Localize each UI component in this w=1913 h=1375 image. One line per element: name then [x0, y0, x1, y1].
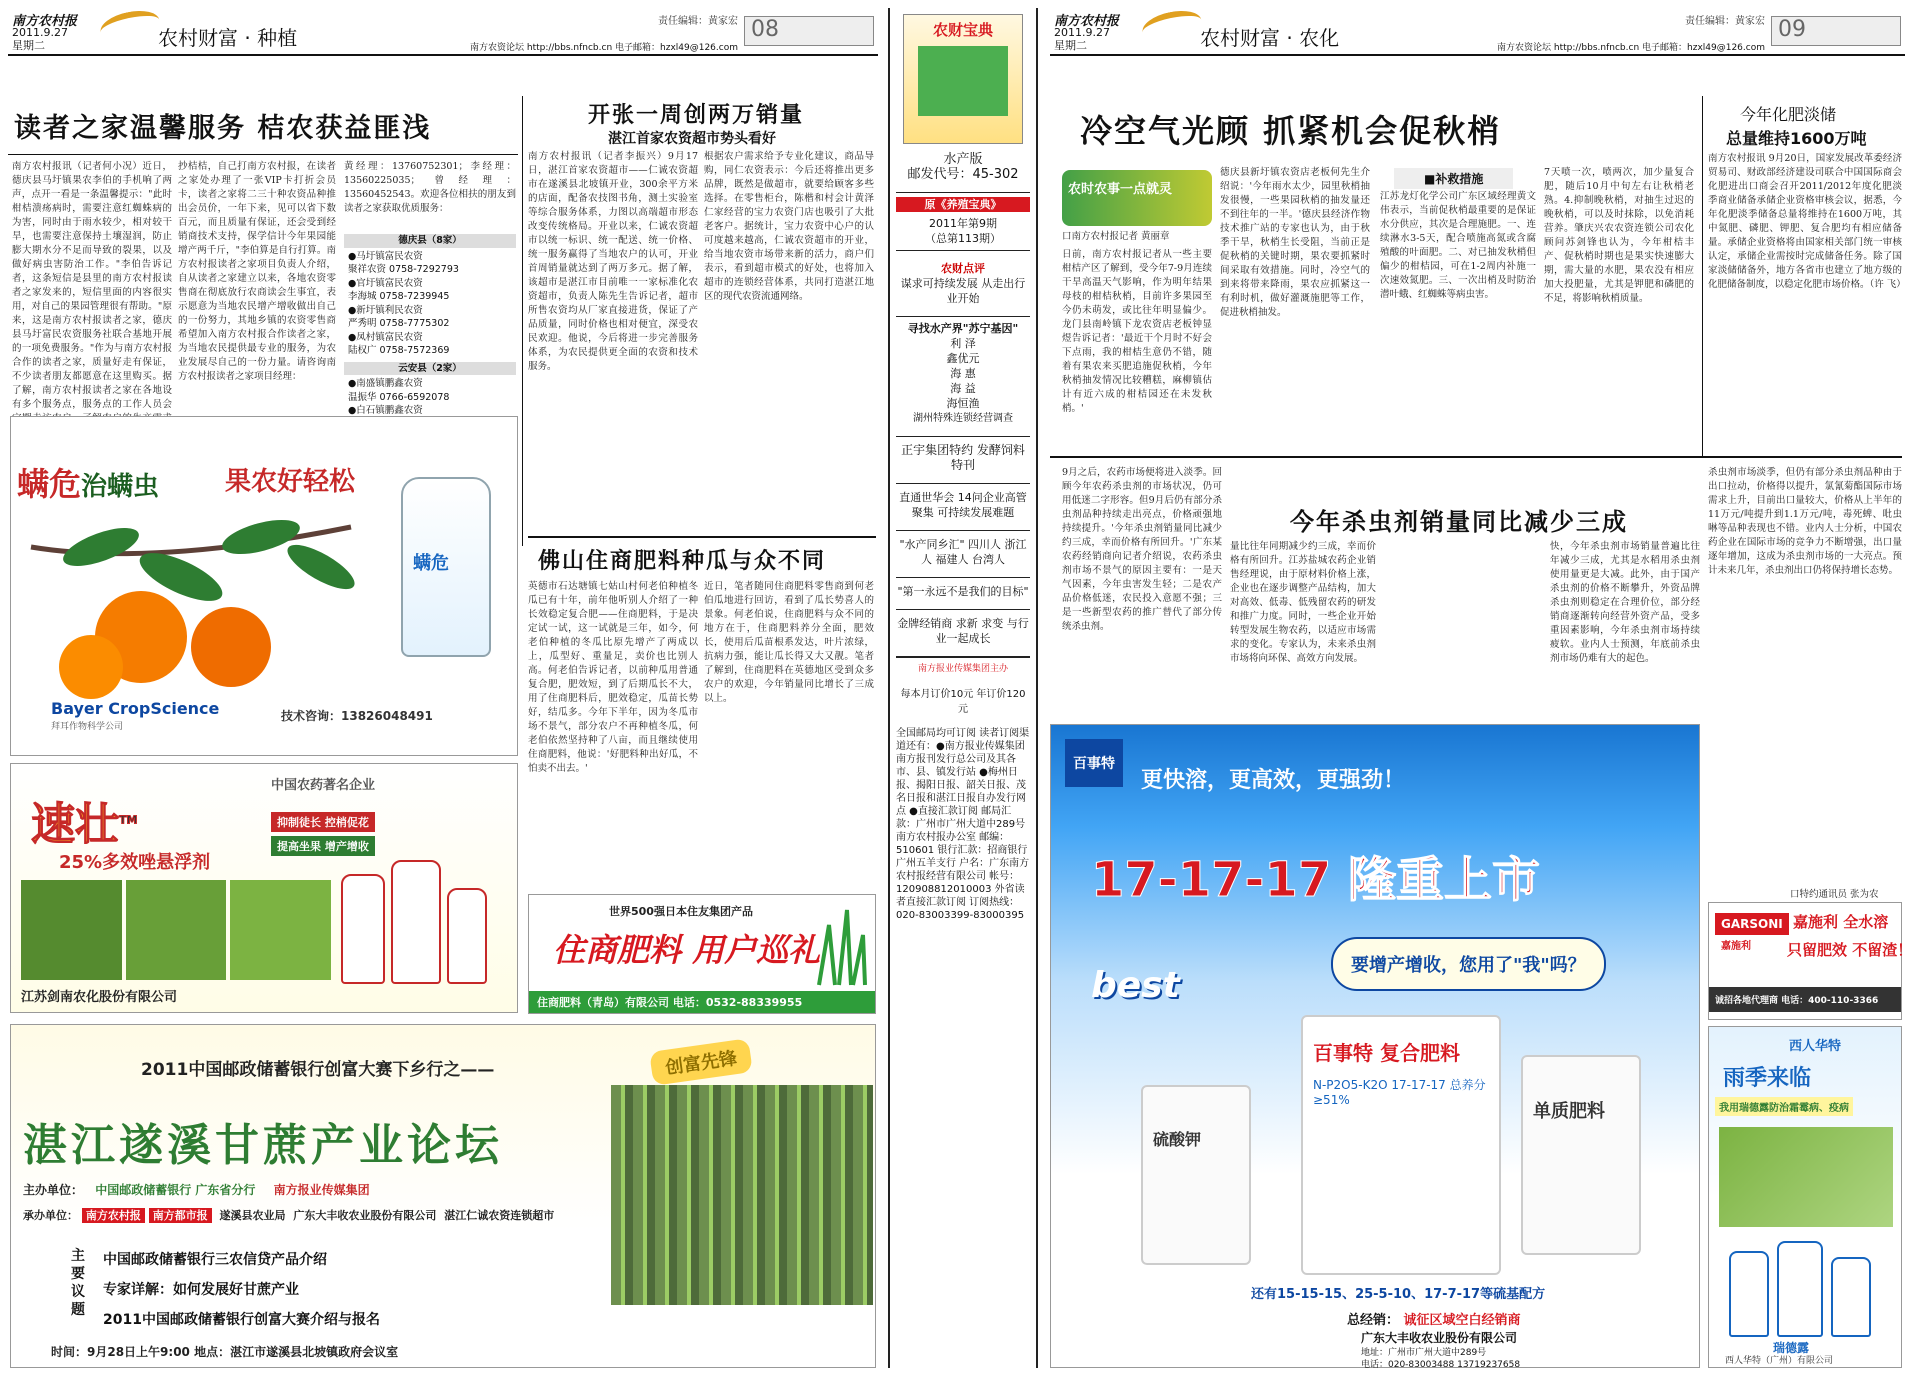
ad-brand: Bayer CropScience	[51, 699, 220, 718]
sidebar-subheadline: 总量维持1600万吨	[1726, 129, 1867, 148]
article-headline: 读者之家温馨服务 桔农获益匪浅	[14, 113, 432, 144]
article-body: 杀虫剂市场淡季，但仍有部分杀虫剂品种由于出口拉动，价格得以提升，氯氰菊酯国际市场需求上升，目前出口量较大，价格从上半年的11万元/吨提升到1.1万元/吨，毒死蜱、吡虫啉等品种表现也不错。业内人士分析，中国农药企业在国际市场的竞争力不断增强，出口量逐年增加，这成为杀虫剂市场的一大亮点。预计未来几年，杀虫剂出口仍将保持增长态势。	[1708, 467, 1902, 576]
ad-subtitle: 25%多效唑悬浮剂	[59, 852, 211, 873]
sidebar-body: 南方农村报讯 9月20日，国家发展改革委经济贸易司、财政部经济建设司联合中国国际商会化肥进出口商会召开2011/2012年度化肥淡季商业储备承储企业资格审核会议，据悉，今年化肥淡季储备总量将维持在1600万吨，其中氮肥、磷肥、钾肥、复合肥均有相应储备量。承储企业资格将由国家相关部门统一审核认定，承储企业需按时完成储备任务。除了国家淡储储备外，地方各省市也建立了地方级的化肥储备制度，以稳定化肥市场价格。（许 飞）	[1708, 153, 1906, 290]
page-number: 09	[1771, 16, 1901, 46]
article-body: 近日，笔者随同住商肥料零售商到何老伯瓜地进行回访，看到了瓜长势喜人的景象。何老伯说，住商肥料与众不同的地方在于，住商肥料养分全面，肥效长，使用后瓜苗根系发达，叶片浓绿，抗病力强，能让瓜长得又大又靓。笔者了解到，住商肥料在英德地区受到众多农户的欢迎，今年销量同比增长了三成以上。	[704, 581, 874, 704]
tips-body: 7天喷一次，喷两次，加少量复合肥，随后10月中旬左右让秋梢老熟。4.抑制晚秋梢，对抽生过迟的晚秋梢，可以及时抹除，以免消耗营养。肇庆兴农农资连锁公司农化顾问苏剑锋也认为，今年柑桔丰产、促秋梢时期也是果实快速膨大期，需大量的水肥，果农没有相应加大投肥量，尤其是钾肥和磷肥的不足，将影响秋梢质量。	[1544, 167, 1694, 304]
ad-title: 雨季来临	[1723, 1066, 1812, 1091]
company-address: 地址：广州市广州大道中289号	[1361, 1348, 1487, 1358]
product-bottle-image: 螨危	[401, 477, 491, 657]
article-body: 根据农户需求给予专业化建议，商品导购，同仁农资表示：今后还将推出更多品牌，既然是做超市，就要给顾客多些选择。在零售柜台，陈楷和村会计黄泽仁家经营的宝力农资门店也吸引了大批老客户。据统计，宝力农资中心户的认可度越来越高，仁诚农资超市的开业，给当地农资市场带来新的活力，商户们表示，看到超市模式的好处，也将加入超市的连锁经营体系，共同打造湛江地区的现代农资流通网络。	[704, 151, 874, 302]
tips-title: ■补救措施	[1394, 168, 1513, 189]
article-body: 南方农村报讯（记者李振兴）9月17日，湛江首家农资超市——仁诚农资超市在遂溪县北坡镇开业，300余平方米的店面，配备农技图书角，测土实验室等综合服务体系，力图以高端超市形态改变传统格局。开业以来，仁诚农资超市以统一标识、统一配送、统一价格、统一服务赢得了当地农户的认可，开业首周销量就达到了两万多元。据了解，该超市是湛江市目前唯一一家标准化农资超市，负责人陈先生告诉记者，超市所售农资均从厂家直接进货，保证了产品质量，同时价格也相对便宜，深受农民欢迎。他说，今后将进一步完善服务体系，为农民提供更全面的农资和技术服务。	[528, 151, 698, 372]
column-badge: 农时农事一点就灵	[1062, 170, 1212, 226]
swoosh-logo-icon	[98, 6, 163, 46]
cover-photo	[918, 46, 1008, 116]
list-item: ●新圩镇利民农资	[348, 304, 423, 316]
fertilizer-bag: 单质肥料	[1521, 1055, 1641, 1255]
left-page	[8, 8, 878, 1368]
product-bottles-image	[1729, 1237, 1889, 1337]
co-hosts: 承办单位： 南方农村报 南方都市报 遂溪县农业局 广东大丰收农业股份有限公司 湛江仁诚农资连锁超市	[23, 1209, 555, 1222]
crop-photo	[21, 880, 122, 980]
ad-badge: 提高坐果 增产增收	[271, 836, 375, 856]
article-body: 英德市石达塘镇七姑山村何老伯种植冬瓜已有十年，前年他听别人介绍了一种长效稳定复合肥——住商肥料，于是决定试一试，这一试就是三年，如今，何老伯种植的冬瓜比原先增产了两成以上，瓜型好、重量足，卖价也比别人高。何老伯告诉记者，以前种瓜用普通复合肥，肥效短，到了后期瓜长不大，用了住商肥料后，肥效稳定，瓜苗长势好，结瓜多。今年下半年，因为冬瓜市场不景气，部分农户不再种植冬瓜，何老伯依然坚持种了八亩，而且继续使用住商肥料，他说：'好肥料种出好瓜，不怕卖不出去。'	[528, 581, 698, 774]
publisher: 南方报业传媒集团主办	[896, 656, 1030, 677]
issue-date: 2011.9.27 星期二	[1054, 26, 1110, 52]
fertilizer-bag: 硫酸钾	[1141, 1085, 1251, 1265]
ad-fertilizer-tour[interactable]	[528, 894, 876, 1014]
ad-title: 湛江遂溪甘蔗产业论坛	[23, 1120, 503, 1171]
list-item: 李海城 0758-7239945	[348, 291, 450, 302]
brand-logo: GARSONI	[1715, 913, 1789, 935]
divider	[1702, 96, 1703, 456]
ad-slogan: 我用瑞德露防治霜霉病、疫病	[1715, 1097, 1853, 1116]
bottle	[391, 860, 441, 984]
bottle	[447, 888, 487, 984]
article-body: 德庆县新圩镇农资店老板何先生介绍说：'今年雨水太少，园里秋梢抽发很慢，一些果园秋梢的抽发量还不到往年的一半。'德庆县经济作物技术推广站的专家也认为，由于秋季干旱，秋梢生长受阻，当前正是促秋梢的关键时期，果农要抓紧时间采取有效措施。同时，冷空气的到来将带来降雨，果农应抓紧这一有利时机，做好灌溉施肥等工作，促进秋梢抽发。	[1220, 167, 1370, 318]
crop-photo	[230, 880, 331, 980]
article-headline: 佛山住商肥料种瓜与众不同	[538, 548, 827, 574]
bottle	[1831, 1257, 1871, 1337]
outlet-list	[344, 230, 516, 431]
ad-footer: 还有15-15-15、25-5-10、17-7-17等硫基配方	[1251, 1287, 1546, 1302]
crop-photos	[21, 880, 331, 980]
bottle	[1729, 1251, 1769, 1337]
ad-mite-control[interactable]	[10, 416, 518, 756]
citrus-branch-image	[31, 507, 361, 707]
ad-slogan: 只留肥效 不留渣！	[1787, 941, 1913, 959]
middle-column	[888, 8, 1038, 1368]
comment-block: 农财点评 谋求可持续发展 从走出行业开始	[900, 262, 1026, 305]
ad-company: 江苏剑南农化股份有限公司	[21, 990, 178, 1005]
grass-icon	[809, 905, 869, 985]
ad-footer: 诚招各地代理商 电话：400-110-3366	[1709, 987, 1901, 1012]
company-name: 西人华特（广州）有限公司	[1725, 1356, 1834, 1366]
editor: 责任编辑：黄家宏	[1685, 16, 1765, 27]
article-body: 快，今年杀虫剂市场销量普遍比往年减少三成，尤其是水稻用杀虫剂使用量更是大减。此外，由于国产杀虫剂的价格不断攀升，外资品牌杀虫剂则稳定在合理价位，部分经销商逐渐转向经营外资产品，受多重因素影响，今年杀虫剂市场持续疲软。业内人士预测，年底前杀虫剂市场仍难有大的起色。	[1550, 541, 1700, 664]
contact-info: 黄经理：13760752301；李经理：13560225035；曾经理：13560452543。欢迎各位相扶的朋友到读者之家获取优质服务：	[344, 161, 516, 214]
divider	[528, 536, 876, 538]
ad-sugarcane-forum[interactable]	[10, 1024, 876, 1368]
ad-slogan: 嘉施利 全水溶	[1793, 913, 1889, 931]
subscribe-info: 全国邮局均可订阅 读者订阅渠道还有：●南方报业传媒集团南方报刊发行总公司及其各市、县、镇发行站 ●梅州日报、揭阳日报、韶关日报、茂名日报和湛江日报自办发行网点 ●直接汇款订阅 邮局汇款：广州市广州大道中289号南方农村报办公室 邮编：510601 银行汇款：招商银行广州五羊支行 户名：广东南方农村报经营有限公司 帐号：120908812010003 外省读者直接汇款订阅 订阅热线：020-83003399-83000395	[896, 728, 1030, 921]
agent-info: 总经销： 诚征区域空白经销商	[1347, 1313, 1521, 1328]
tips-body: 江苏龙灯化学公司广东区域经理黄文伟表示，当前促秋梢最重要的是保证水分供应，其次是合理施肥。一、连续淋水3-5天，配合喷施高氮或含腐殖酸的叶面肥。二、对已抽发秋梢但偏少的柑桔园，可在1-2周内补施一次速效氮肥。三、一次出梢及时防治潜叶蛾、红蜘蛛等病虫害。	[1380, 191, 1536, 300]
event-time: 时间：9月28日上午9:00 地点：湛江市遂溪县北坡镇政府会议室	[51, 1345, 399, 1359]
ad-garsoni[interactable]	[1708, 902, 1913, 1020]
product-bottles-image	[341, 854, 501, 984]
article-body: 抄桔桔，自己打南方农村报，在读者之家处办理了一张VIP卡打折会员卡，读者之家将二三十种农资品种推出会员价，一年下来，见可以省下数百元，而且质量有保证，还会受到经销商技术支持，保学信计今年果园能增产两千斤，"李伯算是自行打算。南方农村报读者之家项目负责人介绍，自从读者之家建立以来，各地农资零售商在彻底放行农商读会生事宜，表示愿意为当地农民增产增收做出自己的一份努力，其地乡镇的农资零售商希望加入南方农村报合作读者之家，为当地农民提供最专业的服务，为农业发展尽自己的一份力量。请咨询南方农村报读者之家项目经理：	[178, 161, 336, 382]
byline: 口特约通讯员 张为农	[1790, 889, 1879, 900]
section-title: 农村财富 · 种植	[158, 26, 298, 50]
paper-name: 南方农村报	[1054, 14, 1120, 29]
article-body: 9月之后，农药市场便将进入淡季。回顾今年农药杀虫剂的市场状况，仍可用低迷二字形容。但9月后仍有部分杀虫剂品种持续走出亮点，价格顽强地持续提升。'今年杀虫剂销量同比减少约三成，幸而价格有所回升。'广东某农药经销商向记者介绍说，农药杀虫剂市场不景气的原因主要有：一是天气因素，今年虫害发生轻；二是农产品价格低迷，农民投入意愿不强；三是一些新型农药的推广替代了部分传统杀虫剂。	[1062, 467, 1222, 632]
ad-top-line: 2011中国邮政储蓄银行创富大赛下乡行之——	[141, 1060, 495, 1080]
fertilizer-bag-main: 百事特 复合肥料 N-P2O5-K2O 17-17-17 总养分≥51%	[1301, 1015, 1501, 1275]
sidebar-headline: 今年化肥淡储	[1740, 105, 1837, 124]
search-block: 寻找水产界"苏宁基因" 利 泽 鑫优元 海 惠 海 益 海恒渔 湖州特殊连锁经营调查	[896, 316, 1030, 426]
issue-info: 原《养殖宝典》 2011年第9期 （总第113期）	[896, 192, 1030, 251]
ad-suzhuang[interactable]	[10, 763, 518, 1013]
ad-tagline: 中国农药著名企业	[271, 778, 376, 793]
article-headline: 冷空气光顾 抓紧机会促秋梢	[1080, 112, 1502, 150]
sponsor-block: 正宇集团特约 发酵饲料特刊	[896, 436, 1030, 473]
agenda-label: 主要议题	[71, 1248, 85, 1318]
weblink[interactable]: 南方农资论坛 http://bbs.nfncb.cn 电子邮箱：hzxl49@126.com	[470, 43, 738, 53]
sugarcane-photo	[611, 1085, 873, 1305]
quote-block: "水产同乡汇" 四川人 浙江人 福建人 台湾人	[896, 530, 1030, 567]
ad-title: 速壮™	[31, 799, 138, 850]
ad-title: 螨危治螨虫	[17, 465, 160, 503]
ad3-block: 直通世华会 14问企业高管聚集 可持续发展难题	[896, 483, 1030, 520]
price: 每本月订价10元 年订价120元	[900, 689, 1026, 715]
list-item: 严秀明 0758-7775302	[348, 318, 450, 329]
weblink[interactable]: 南方农资论坛 http://bbs.nfncb.cn 电子邮箱：hzxl49@126.com	[1497, 43, 1765, 53]
section-title: 农村财富 · 农化	[1200, 26, 1340, 50]
swoosh-logo-icon	[1140, 6, 1205, 46]
ad-contact: 技术咨询：13826048491	[281, 709, 433, 723]
right-page	[1050, 8, 1913, 1370]
list-item: ●马圩镇富民农资	[348, 250, 423, 262]
company-phone: 电话：020-83003488 13719237658	[1361, 1360, 1521, 1370]
article-body: 南方农村报讯（记者何小况）近日，德庆县马圩镇果农李伯的手机响了两声，点开一看是一条温馨提示："此时柑桔溃疡病时，需要注意红蜘蛛病的为害，同时由于雨水较少，相对较干旱，也需要注意保持土壤湿润，防止膨大期水分不足而导致的裂果，以及做好病虫害防治工作。"李伯告诉记者，这条短信是县里的南方农村报读者之家发来的，短信里面的内容很实用，对自己的果园管理很有帮助。"原来，这是南方农村报读者之家，德庆县马圩富民农资服务社联合基地开展的一项免费服务。"作为与南方农村报合作的读者之家，质量好走有保证，不少读者朋友都愿意在这里购买。据了解，南方农村报读者之家在各地设有多个服务点，服务点的工作人员会	[12, 161, 172, 410]
magazine-cover[interactable]: 农财宝典	[903, 14, 1023, 144]
list-item: ●白石镇鹏鑫农资	[348, 405, 423, 416]
divider	[522, 96, 523, 546]
speech-bubble: 要增产增收，您用了"我"吗？	[1331, 937, 1606, 991]
agenda-item: 2011中国邮政储蓄银行创富大赛介绍与报名	[103, 1312, 380, 1328]
list-item: ●官圩镇富民农资	[348, 277, 423, 289]
divider	[1050, 456, 1902, 458]
article-headline: 今年杀虫剂销量同比减少三成	[1290, 507, 1628, 536]
ad-footer: 住商肥料（青岛）有限公司 电话：0532-88339955	[529, 991, 875, 1013]
issue-date: 2011.9.27 星期二	[12, 26, 68, 52]
product-name: 瑞德露	[1773, 1341, 1810, 1355]
masthead	[8, 8, 878, 56]
list-item: 陆权广 0758-7572369	[348, 345, 450, 356]
quote-block: 金牌经销商 求新 求变 与行业一起成长	[896, 609, 1030, 646]
list-item: ●南盛镇鹏鑫农资	[348, 378, 423, 389]
crop-photo	[1719, 1127, 1893, 1227]
brand-logo: 百事特	[1065, 739, 1123, 787]
article-body: 日前，南方农村报记者从一些主要柑桔产区了解到，受今年7-9月连续干旱高温天气影响，作为明年结果母枝的柑桔秋梢，目前许多果园至今仍未萌发，或比往年明显偏少。龙门县南岭镇下龙农资店老板钟显煜告诉记者：'最近干个月时不好会下点雨，我的柑桔生意仍不错，随着有果农来买肥追施促秋梢，今年秋梢抽发情况比较糟糕，麻柳镇估计有近六成的柑桔园还在未发秋梢。'	[1062, 249, 1212, 414]
brand-cn: 嘉施利	[1721, 941, 1751, 952]
article-body: 量比往年同期减少约三成，幸而价格有所回升。江苏盐城农药企业销售经理说，由于原材料价格上涨，企业也在逐步调整产品结构，加大对高效、低毒、低残留农药的研发和推广力度。同时，一些企业开始转型发展生物农药，以适应市场需求的变化。专家认为，未来杀虫剂市场将向环保、高效方向发展。	[1230, 541, 1376, 664]
article-headline: 开张一周创两万销量	[588, 102, 805, 128]
ad-xirenhuate[interactable]	[1708, 1026, 1902, 1368]
masthead	[1050, 8, 1905, 56]
ad-badge: 创富先锋	[649, 1038, 753, 1086]
ad-brand-cn: 拜耳作物科学公司	[51, 722, 124, 732]
ad-best: best	[1091, 965, 1180, 1006]
list-item: ●凤村镇富民农资	[348, 331, 423, 343]
byline: 口南方农村报记者 黄丽章	[1062, 231, 1170, 242]
crop-photo	[126, 880, 227, 980]
hosts: 主办单位： 中国邮政储蓄银行 广东省分行 南方报业传媒集团	[23, 1183, 370, 1197]
edition-info: 水产版 邮发代号：45-302	[907, 152, 1019, 182]
region-header: 德庆县（8家）	[344, 234, 516, 248]
list-item: 温振华 0766-6592078	[348, 391, 450, 403]
quote-block: "第一永远不是我们的目标"	[896, 577, 1030, 599]
ad-title: 住商肥料 用户巡礼	[553, 931, 821, 969]
list-item: 聚祥农资 0758-7292793	[348, 264, 459, 275]
editor: 责任编辑：黄家宏	[658, 16, 738, 27]
ad-badge: 抑制徒长 控梢促花	[271, 812, 375, 832]
divider	[8, 154, 518, 155]
ad-slogan: 更快溶，更高效，更强劲！	[1141, 768, 1406, 793]
ad-baishite-fertilizer[interactable]	[1050, 724, 1700, 1368]
page-number: 08	[744, 16, 874, 46]
article-subheadline: 湛江首家农资超市势头看好	[608, 131, 776, 147]
ad-title: 17-17-17 隆重上市	[1091, 852, 1540, 908]
paper-name: 南方农村报	[12, 14, 78, 29]
region-header: 云安县（2家）	[344, 362, 516, 376]
ad-slogan: 果农好轻松	[225, 467, 356, 497]
agenda-item: 中国邮政储蓄银行三农信贷产品介绍	[103, 1252, 327, 1268]
agenda-item: 专家详解：如何发展好甘蔗产业	[103, 1282, 299, 1298]
company-name: 广东大丰收农业股份有限公司	[1361, 1331, 1518, 1345]
brand-logo: 西人华特	[1789, 1039, 1842, 1054]
ad-badge: 世界500强日本住友集团产品	[609, 905, 753, 918]
bottle	[341, 874, 385, 984]
bottle	[1777, 1241, 1823, 1337]
